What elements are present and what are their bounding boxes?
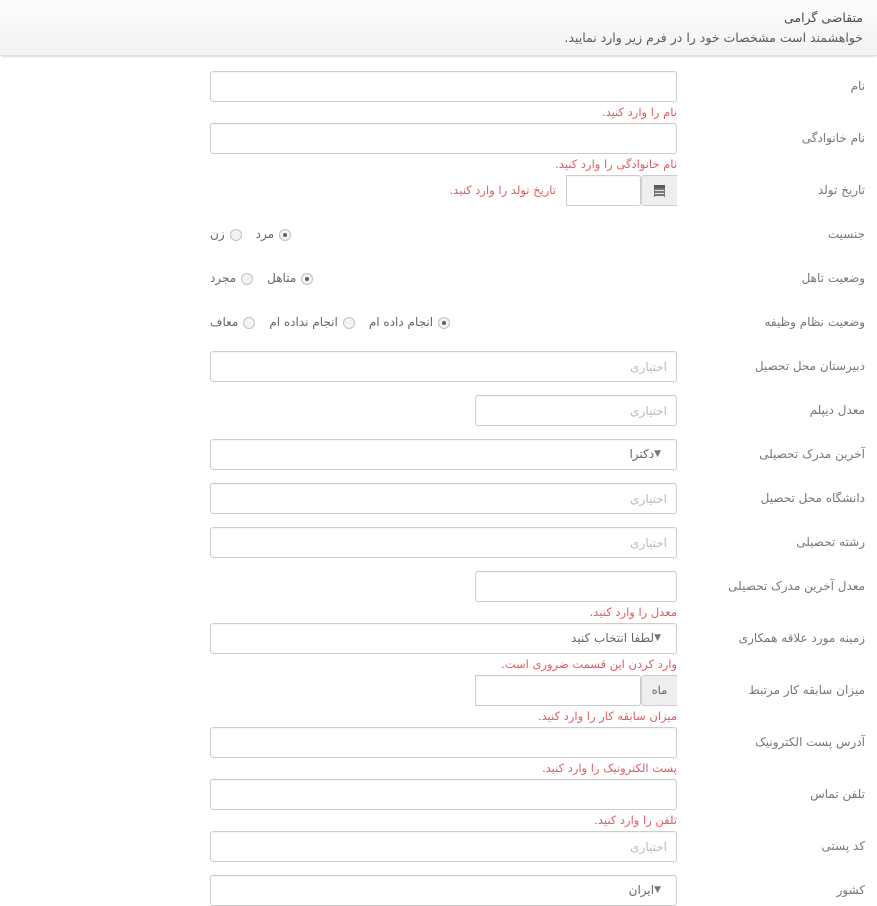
form-row-last-degree	[0, 439, 877, 470]
first-name-input[interactable]	[210, 71, 677, 102]
control-gender	[0, 219, 677, 250]
radio-dot-icon	[438, 317, 450, 329]
calendar-icon[interactable]	[641, 175, 677, 206]
postal-code-input[interactable]	[210, 831, 677, 862]
radio-dot-icon	[243, 317, 255, 329]
birth-date-line	[210, 175, 677, 206]
control-country	[0, 875, 677, 906]
control-postal-code	[0, 831, 677, 862]
control-field-of-study	[0, 527, 677, 558]
form-row-birth-date	[0, 175, 877, 206]
phone-input[interactable]	[210, 779, 677, 810]
label-gender: جنسیت	[827, 227, 865, 241]
radio-military-done[interactable]: انجام داده ام	[369, 307, 450, 338]
label-cooperation-area: زمینه مورد علاقه همکاری	[738, 631, 865, 645]
marital-status-radio-group	[210, 263, 677, 294]
label-email: آدرس پست الکترونیک	[755, 735, 865, 749]
field-of-study-input[interactable]	[210, 527, 677, 558]
label-phone: تلفن تماس	[810, 787, 865, 801]
work-experience-unit: ماه	[641, 675, 677, 706]
form-row-postal-code	[0, 831, 877, 862]
chevron-down-icon: ▼	[654, 449, 661, 459]
form-row-last-degree-gpa	[0, 571, 877, 621]
chevron-down-icon: ▼	[654, 885, 661, 895]
control-last-degree-gpa	[0, 571, 677, 621]
label-university: دانشگاه محل تحصیل	[760, 491, 865, 505]
radio-dot-icon	[279, 229, 291, 241]
label-last-name: نام خانوادگی	[801, 131, 865, 145]
radio-gender-female[interactable]: زن	[210, 219, 242, 250]
label-military-status: وضعیت نظام وظیفه	[764, 315, 865, 329]
last-degree-select[interactable]	[210, 439, 677, 470]
birth-date-group	[566, 175, 677, 206]
radio-dot-icon	[230, 229, 242, 241]
label-birth-date: تاریخ تولد	[817, 183, 865, 197]
radio-gender-male[interactable]: مرد	[256, 219, 291, 250]
panel-title: متقاضی گرامی	[783, 10, 863, 25]
label-field-of-study: رشته تحصیلی	[796, 535, 865, 549]
error-email: پست الکترونیک را وارد کنید.	[541, 761, 677, 775]
error-work-experience: میزان سابقه کار را وارد کنید.	[537, 709, 677, 723]
country-select[interactable]	[210, 875, 677, 906]
control-email	[0, 727, 677, 777]
control-first-name	[0, 71, 677, 121]
label-first-name: نام	[850, 79, 865, 93]
military-status-radio-group	[210, 307, 677, 338]
control-cooperation-area	[0, 623, 677, 673]
label-high-school: دبیرستان محل تحصیل	[754, 359, 865, 373]
control-phone	[0, 779, 677, 829]
error-last-name: نام خانوادگی را وارد کنید.	[555, 157, 677, 171]
control-marital-status	[0, 263, 677, 294]
error-cooperation-area: وارد کردن این قسمت ضروری است.	[501, 657, 677, 671]
gender-radio-group	[210, 219, 677, 250]
last-degree-gpa-input[interactable]	[475, 571, 677, 602]
cooperation-area-select[interactable]	[210, 623, 677, 654]
form-row-cooperation-area	[0, 623, 877, 673]
label-postal-code: کد پستی	[821, 839, 865, 853]
form-row-phone	[0, 779, 877, 829]
control-university	[0, 483, 677, 514]
control-diploma-gpa	[0, 395, 677, 426]
work-experience-group	[475, 675, 677, 706]
radio-military-not-done[interactable]: انجام نداده ام	[269, 307, 355, 338]
form-row-diploma-gpa	[0, 395, 877, 426]
radio-dot-icon	[301, 273, 313, 285]
last-degree-value: دکترا	[629, 447, 655, 461]
label-last-degree: آخرین مدرک تحصیلی	[759, 447, 865, 461]
radio-dot-icon	[343, 317, 355, 329]
control-work-experience	[0, 675, 677, 725]
form-row-last-name	[0, 123, 877, 173]
high-school-input[interactable]	[210, 351, 677, 382]
form-row-country	[0, 875, 877, 906]
control-last-name	[0, 123, 677, 173]
radio-marital-married[interactable]: متاهل	[267, 263, 313, 294]
diploma-gpa-input[interactable]	[475, 395, 677, 426]
control-high-school	[0, 351, 677, 382]
label-marital-status: وضعیت تاهل	[801, 271, 865, 285]
instructions-panel	[0, 0, 877, 57]
label-diploma-gpa: معدل دیپلم	[809, 403, 865, 417]
applicant-form	[0, 57, 877, 906]
chevron-down-icon: ▼	[654, 633, 661, 643]
radio-marital-single[interactable]: مجرد	[210, 263, 253, 294]
error-last-degree-gpa: معدل را وارد کنید.	[589, 605, 677, 619]
form-row-first-name	[0, 71, 877, 121]
form-row-field-of-study	[0, 527, 877, 558]
form-row-work-experience	[0, 675, 877, 725]
country-value: ایران	[628, 883, 655, 897]
form-row-high-school	[0, 351, 877, 382]
error-birth-date: تاریخ تولد را وارد کنید.	[449, 183, 556, 197]
email-input[interactable]	[210, 727, 677, 758]
form-row-email	[0, 727, 877, 777]
form-row-marital-status	[0, 263, 877, 294]
label-country: کشور	[836, 883, 865, 897]
form-row-military-status	[0, 307, 877, 338]
error-phone: تلفن را وارد کنید.	[594, 813, 677, 827]
error-first-name: نام را وارد کنید.	[601, 105, 677, 119]
birth-date-input[interactable]	[566, 175, 641, 206]
control-birth-date	[0, 175, 677, 206]
cooperation-area-value: لطفا انتخاب کنید	[570, 631, 655, 645]
control-last-degree	[0, 439, 677, 470]
panel-subtitle: خواهشمند است مشخصات خود را در فرم زیر وارد نمایید.	[564, 30, 863, 45]
form-row-gender	[0, 219, 877, 250]
control-military-status	[0, 307, 677, 338]
radio-dot-icon	[241, 273, 253, 285]
university-input[interactable]	[210, 483, 677, 514]
work-experience-input[interactable]	[475, 675, 641, 706]
label-last-degree-gpa: معدل آخرین مدرک تحصیلی	[728, 579, 865, 593]
form-row-university	[0, 483, 877, 514]
radio-military-exempt[interactable]: معاف	[210, 307, 255, 338]
label-work-experience: میزان سابقه کار مرتبط	[748, 683, 865, 697]
last-name-input[interactable]	[210, 123, 677, 154]
